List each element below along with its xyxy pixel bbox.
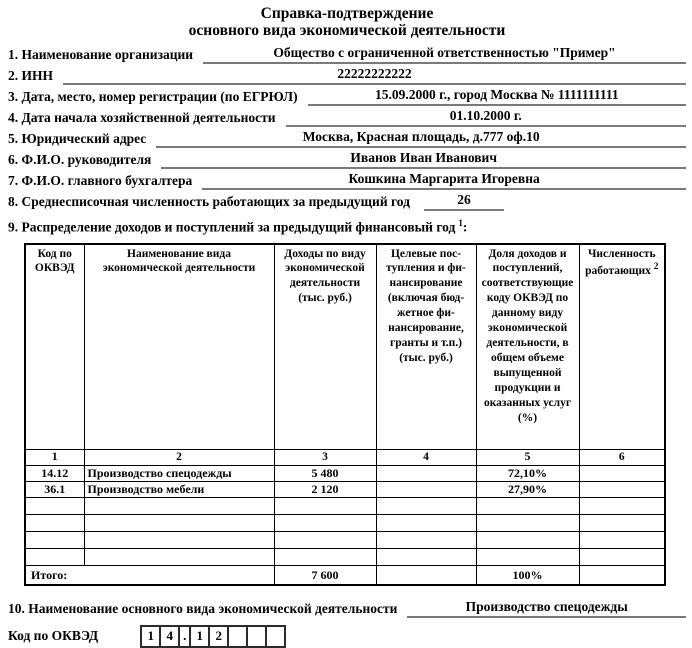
field-label: 8. Среднесписочная численность работающих за предыдущий год — [8, 194, 410, 209]
field-label: 1. Наименование организации — [8, 47, 194, 62]
field-organization-name — [8, 43, 686, 64]
total-row — [25, 565, 665, 585]
field-activity-start-date — [8, 106, 686, 127]
okved-code-label: Код по ОКВЭД — [8, 628, 99, 643]
field-value: 26 — [424, 191, 504, 211]
okved-code-row — [8, 625, 686, 648]
income-distribution-table — [24, 243, 666, 586]
field-value: 15.09.2000 г., город Москва № 1111111111 — [308, 86, 686, 106]
table-row — [25, 465, 665, 481]
total-label: Итого: — [25, 565, 274, 585]
cell-income: 2 120 — [274, 481, 376, 497]
field-label: 4. Дата начала хозяйственной деятельности — [8, 110, 276, 125]
title-line-1: Справка-подтверждение — [260, 5, 434, 22]
cell-code: 36.1 — [25, 481, 84, 497]
footnote-2-marker: 2 — [653, 261, 659, 272]
empty-table-row — [25, 531, 665, 548]
column-number-row: 1 2 3 4 5 6 — [25, 449, 665, 465]
total-target — [376, 565, 476, 585]
field-label: 3. Дата, место, номер регистрации (по ЕГРЮЛ) — [8, 89, 298, 104]
header-activity-name: Наименование вида экономической деятельности — [84, 244, 274, 450]
table-header-row — [25, 244, 665, 450]
footnote-1-marker: 1 — [458, 218, 463, 228]
field-value: Иванов Иван Иванович — [161, 149, 686, 169]
empty-table-row — [25, 514, 665, 531]
section9-suffix: : — [462, 219, 468, 235]
table-row — [25, 481, 665, 497]
okved-code-cell: 1 — [140, 625, 161, 648]
header-workers-count: Численность работающих $^2$ — [579, 244, 665, 450]
document-title — [8, 5, 686, 39]
field-label: 7. Ф.И.О. главного бухгалтера — [8, 173, 193, 188]
cell-share: 27,90% — [476, 481, 579, 497]
cell-income: 5 480 — [274, 465, 376, 481]
field-value: Производство спецодежды — [407, 598, 686, 618]
okved-code-boxes — [140, 625, 286, 648]
empty-table-row — [25, 548, 665, 565]
field-average-headcount — [8, 190, 686, 211]
field-value: Кошкина Маргарита Игоревна — [202, 170, 686, 190]
total-workers — [579, 565, 665, 585]
section9-label: 9. Распределение доходов и поступлений за предыдущий финансовый год — [8, 219, 456, 235]
cell-activity-name: Производство мебели — [84, 481, 274, 497]
okved-code-cell: 4 — [159, 625, 180, 648]
cell-target — [376, 481, 476, 497]
field-label: 2. ИНН — [8, 68, 54, 83]
field-value: 01.10.2000 г. — [286, 107, 686, 127]
field-director-name — [8, 148, 686, 169]
title-line-2: основного вида экономической деятельности — [188, 22, 506, 39]
field-registration — [8, 85, 686, 106]
field-value: Москва, Красная площадь, д.777 оф.10 — [156, 128, 686, 148]
field-legal-address — [8, 127, 686, 148]
header-income: Доходы по виду экономической деятельности (тыс. руб.) — [274, 244, 376, 450]
total-share: 100% — [476, 565, 579, 585]
okved-code-separator-cell: . — [178, 625, 191, 648]
header-okved-code: Код по ОКВЭД — [25, 244, 84, 450]
cell-target — [376, 465, 476, 481]
okved-code-cell — [265, 625, 286, 648]
header-income-share: Доля доходов и поступлений, соответствующие коду ОКВЭД по данному виду экономической деятельности, в общем объеме выпущенной продукции и оказанных услуг (%) — [476, 244, 579, 450]
field-label: 10. Наименование основного вида экономической деятельности — [8, 600, 398, 616]
cell-workers — [579, 481, 665, 497]
cell-code: 14.12 — [25, 465, 84, 481]
total-income: 7 600 — [274, 565, 376, 585]
section9-heading — [8, 213, 686, 238]
header-target-receipts: Целевые пос-тупления и фи-нансирование (включая бюд-жетное фи-нансирование, гранты и т.п.) (тыс. руб.) — [376, 244, 476, 450]
field-chief-accountant-name — [8, 169, 686, 190]
field-value: Общество с ограниченной ответственностью "Пример" — [203, 44, 686, 64]
okved-code-cell — [246, 625, 267, 648]
field-value: 22222222222 — [63, 65, 686, 85]
empty-table-row — [25, 497, 665, 514]
field-label: 5. Юридический адрес — [8, 131, 147, 146]
cell-workers — [579, 465, 665, 481]
cell-activity-name: Производство спецодежды — [84, 465, 274, 481]
cell-share: 72,10% — [476, 465, 579, 481]
field-main-activity-name — [8, 597, 686, 618]
okved-code-cell: 2 — [208, 625, 229, 648]
okved-code-cell — [227, 625, 248, 648]
okved-code-cell: 1 — [189, 625, 210, 648]
field-label: 6. Ф.И.О. руководителя — [8, 152, 152, 167]
field-inn — [8, 64, 686, 85]
